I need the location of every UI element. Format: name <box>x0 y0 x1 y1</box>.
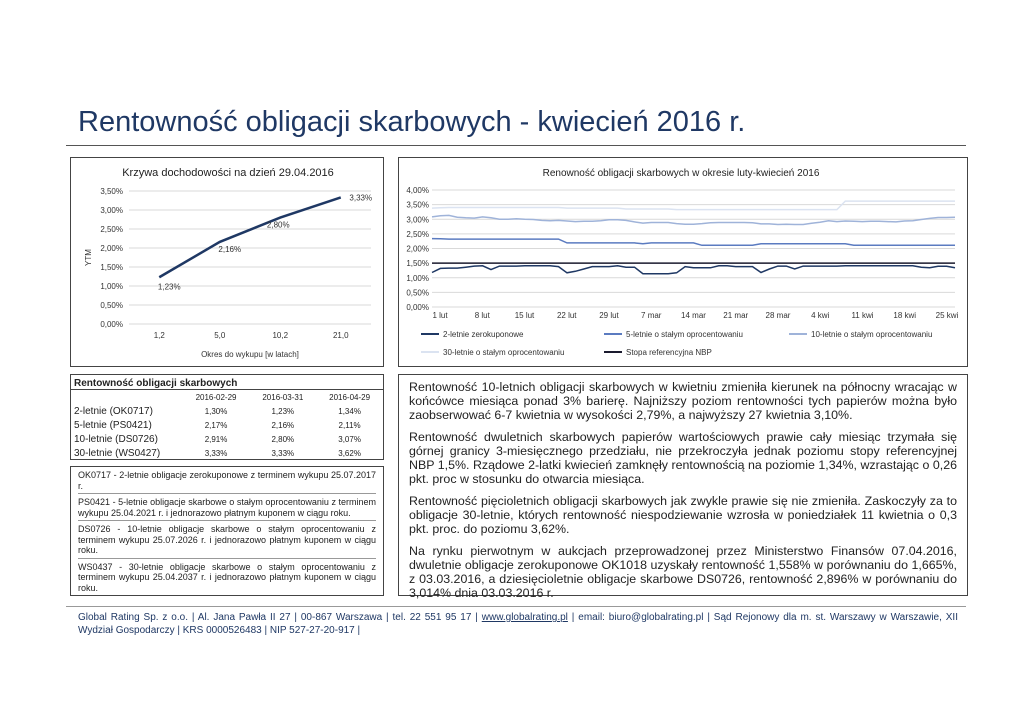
note-ds0726: DS0726 - 10-letnie obligacje skarbowe o stałym oprocentowaniu z terminem wykupu 25.07.2026 r. i jednorazowo płatnym kuponem w ciągu roku. <box>78 524 376 559</box>
x-tick-label: 8 lut <box>474 311 490 320</box>
y-axis-label: YTM <box>84 249 93 266</box>
commentary-paragraph: Rentowność 10-letnich obligacji skarbowych w kwietniu zmieniła kierunek na północny wracając w końcówce miesiąca ponad 3% barierę. Najniższy poziom rentowności tych papierów można było zaobserwować 6-7 kwietnia w wysokości 2,79%, a najwyższy 27 kwietnia 3,10%. <box>409 380 957 422</box>
x-tick-label: 1 lut <box>432 311 448 320</box>
bond-name: 2-letnie (OK0717) <box>74 405 153 417</box>
header-cell: 2016-02-29 <box>195 392 237 402</box>
table-row <box>71 418 383 432</box>
x-tick-label: 22 lut <box>556 311 577 320</box>
yield-cell: 2,11% <box>338 420 361 430</box>
commentary-paragraph: Rentowność pięcioletnich obligacji skarbowych jak zwykle prawie się nie zmieniła. Zaskoczyły za to obligacje 30-letnie, których rentowność niespodziewanie wzrosła w poniedziałek 11 kwietnia o 0,3 pkt. proc. do poziomu 3,62%. <box>409 494 957 536</box>
yield-cell: 3,33% <box>271 448 295 458</box>
y-tick-label: 3,50% <box>100 187 123 196</box>
data-label: 3,33% <box>349 193 373 203</box>
y-tick-label: 3,50% <box>406 200 429 210</box>
legend-label: 5-letnie o stałym oprocentowaniu <box>626 330 743 339</box>
bond-name: 10-letnie (DS0726) <box>74 433 158 445</box>
y-tick-label: 1,00% <box>100 282 123 291</box>
series-line <box>432 201 955 210</box>
yield-cell: 3,07% <box>338 434 361 444</box>
y-tick-label: 4,00% <box>406 186 429 195</box>
series-line <box>432 215 955 224</box>
series-line <box>432 239 955 246</box>
yield-curve-svg <box>71 158 385 368</box>
commentary-paragraph: Na rynku pierwotnym w aukcjach przeprowadzonej przez Ministerstwo Finansów 07.04.2016, dwuletnie obligacje zerokuponowe OK1018 uzyskały rentowność 1,558% w porównaniu do 1,665%, z 03.03.2016, a dziesięcioletnie obligacje skarbowe DS0726, rentowność 2,896% w porównaniu do 3,014% dnia 03.03.2016 r. <box>409 544 957 600</box>
x-tick-label: 28 mar <box>765 311 791 320</box>
x-tick-label: 4 kwi <box>811 311 830 320</box>
yield-cell: 3,62% <box>338 448 361 458</box>
yield-cell: 2,80% <box>271 434 295 444</box>
y-tick-label: 0,50% <box>100 301 123 310</box>
y-tick-label: 2,50% <box>100 225 123 234</box>
y-tick-label: 2,50% <box>406 229 429 239</box>
y-tick-label: 1,50% <box>100 263 123 272</box>
y-tick-label: 2,00% <box>406 244 429 254</box>
x-tick-label: 10,2 <box>272 331 289 340</box>
series-line <box>432 266 955 274</box>
y-tick-label: 0,00% <box>100 320 123 329</box>
table-row <box>71 404 383 418</box>
x-tick-label: 21 mar <box>723 311 749 320</box>
x-axis-label: Okres do wykupu [w latach] <box>201 350 299 359</box>
y-tick-label: 1,00% <box>406 273 429 283</box>
title-divider <box>66 145 966 146</box>
x-tick-label: 15 lut <box>514 311 535 320</box>
data-label: 2,16% <box>218 244 242 254</box>
yield-cell: 1,30% <box>204 406 228 416</box>
commentary-paragraph: Rentowność dwuletnich skarbowych papierów wartościowych prawie cały miesiąc trzymała się górnej granicy 3-miesięcznego przedziału, nie przekroczyła jednak poziomu stopy referencyjnej NBP 1,5%. Rządowe 2-latki kwiecień zamknęły rentownością na poziomie 1,34%, wzrastając o 0,26 pkt. proc w stosunku do otwarcia miesiąca. <box>409 430 957 486</box>
x-tick-label: 21,0 <box>332 331 349 340</box>
page-title: Rentowność obligacji skarbowych - kwiecień 2016 r. <box>78 106 746 138</box>
x-tick-label: 29 lut <box>599 311 619 320</box>
yield-cell: 3,33% <box>204 448 228 458</box>
y-tick-label: 3,00% <box>100 206 123 215</box>
legend-label: Stopa referencyjna NBP <box>626 348 712 357</box>
data-label: 2,80% <box>266 220 290 230</box>
footer-contact: Global Rating Sp. z o.o. | Al. Jana Pawła II 27 | 00-867 Warszawa | tel. 22 551 95 17 | <box>78 612 482 623</box>
x-tick-label: 14 mar <box>681 311 706 320</box>
table-header-row <box>71 390 383 404</box>
footer-registry: | email: biuro@globalrating.pl | Sąd Rejonowy dla m. st. Warszawy w Warszawie, XII Wydział Gospodarczy | KRS 0000526483 | NIP 527-27-20-917 | <box>78 612 958 636</box>
yield-history-chart <box>398 157 968 367</box>
bond-notes <box>70 466 384 596</box>
note-ok0717: OK0717 - 2-letnie obligacje zerokuponowe z terminem wykupu 25.07.2017 r. <box>78 470 376 494</box>
y-tick-label: 1,50% <box>406 259 429 269</box>
y-tick-label: 3,00% <box>406 215 429 225</box>
bond-name: 30-letnie (WS0427) <box>74 447 161 459</box>
yield-history-svg <box>399 158 969 368</box>
table-row <box>71 446 383 460</box>
website-link[interactable]: www.globalrating.pl <box>481 612 568 623</box>
table-title: Rentowność obligacji skarbowych <box>71 375 383 390</box>
bond-name: 5-letnie (PS0421) <box>74 419 152 431</box>
legend-label: 10-letnie o stałym oprocentowaniu <box>811 330 933 339</box>
yield-cell: 2,16% <box>271 420 295 430</box>
header-cell: 2016-03-31 <box>262 392 304 402</box>
x-tick-label: 5,0 <box>214 331 226 340</box>
yield-curve-line <box>159 197 341 277</box>
note-ps0421: PS0421 - 5-letnie obligacje skarbowe o stałym oprocentowaniu z terminem wykupu 25.04.2021 r. i jednorazowo płatnym kuponem w ciągu roku. <box>78 497 376 521</box>
x-tick-label: 11 kwi <box>851 311 874 320</box>
legend-label: 30-letnie o stałym oprocentowaniu <box>443 348 565 357</box>
x-tick-label: 7 mar <box>641 311 662 320</box>
data-label: 1,23% <box>157 282 181 292</box>
y-tick-label: 2,00% <box>100 244 123 253</box>
footer <box>78 611 958 637</box>
table-row <box>71 432 383 446</box>
yields-table <box>70 374 384 460</box>
x-tick-label: 25 kwi <box>935 311 959 320</box>
chart-title: Krzywa dochodowości na dzień 29.04.2016 <box>122 167 334 179</box>
header-cell: 2016-04-29 <box>329 392 371 402</box>
yield-curve-chart <box>70 157 384 367</box>
note-ws0437: WS0437 - 30-letnie obligacje skarbowe o stałym oprocentowaniu z terminem wykupu 25.04.2037 r. i jednorazowo płatnym kuponem w ciągu roku. <box>78 561 376 593</box>
x-tick-label: 1,2 <box>153 331 165 340</box>
yield-cell: 1,23% <box>271 406 295 416</box>
chart-title: Renowność obligacji skarbowych w okresie luty-kwiecień 2016 <box>542 168 820 179</box>
yield-cell: 2,91% <box>204 434 228 444</box>
yield-cell: 1,34% <box>338 406 361 416</box>
y-tick-label: 0,00% <box>406 303 429 312</box>
commentary-panel <box>398 374 968 600</box>
yield-cell: 2,17% <box>204 420 228 430</box>
y-tick-label: 0,50% <box>406 288 429 298</box>
legend-label: 2-letnie zerokuponowe <box>443 330 524 339</box>
footer-divider <box>66 606 966 607</box>
x-tick-label: 18 kwi <box>893 311 917 320</box>
